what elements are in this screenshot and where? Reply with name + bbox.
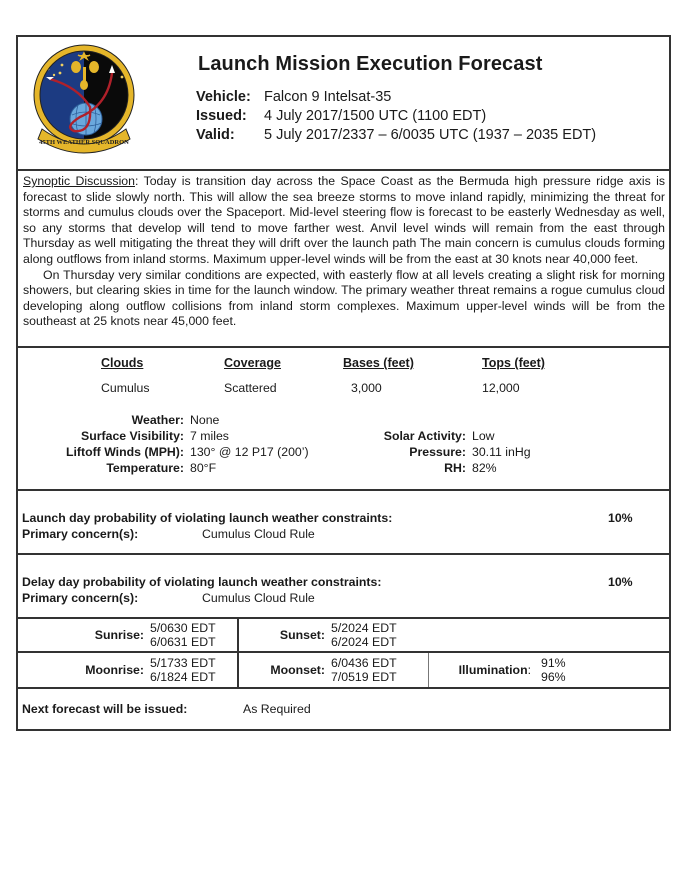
synoptic-text-1: : Today is transition day across the Space Coast as the Bermuda high pressure ridge axis is forecast to slide slowly north. This will allow the sea breeze storms to move inland rapidly, minimizing the threat for storms and cumulus clouds over the Spaceport. Mid-level steering flow is forecast to be easterly Wednesday as well, so any storms that develop will tend to move farther west. Anvil level winds will remain from the east through Thursday as well mitigating the threat they will drift over the launch path The main concern is cumulus clouds forming along outflows from inland storms. Maximum upper-level winds will be from the east at 30 knots near 40,000 feet. (23, 174, 665, 266)
coverage-header: Coverage (224, 356, 281, 370)
emblem-text: 45TH WEATHER SQUADRON (39, 139, 129, 146)
launch-day-concern (22, 527, 315, 541)
valid-value: 5 July 2017/2337 – 6/0035 UTC (1937 – 2035 EDT) (264, 127, 597, 143)
coverage-cell: Scattered (224, 381, 277, 395)
issued-label: Issued: (196, 108, 247, 124)
valid-row (196, 126, 596, 145)
sunset-day1: 5/2024 EDT (331, 621, 397, 635)
launch-day-percent: 10% (608, 511, 633, 525)
synoptic-section (18, 171, 669, 348)
pressure-row (18, 444, 531, 460)
launch-day-section (18, 491, 669, 555)
illumination-cell (429, 653, 669, 687)
moonrise-day1: 5/1733 EDT (150, 656, 216, 670)
illumination-label (429, 663, 531, 677)
moonrise-cell (18, 653, 239, 687)
delay-day-concern-value: Cumulus Cloud Rule (202, 591, 315, 605)
sunrise-values (144, 621, 237, 649)
empty-cell (429, 619, 669, 651)
rh-label: RH: (444, 461, 466, 475)
moonrise-day2: 6/1824 EDT (150, 670, 216, 684)
sunrise-day1: 5/0630 EDT (150, 621, 216, 635)
temperature-label: Temperature: (106, 461, 184, 475)
tops-cell: 12,000 (482, 381, 520, 395)
rh-row (18, 460, 531, 476)
delay-day-percent: 10% (608, 575, 633, 589)
next-forecast-section (18, 689, 669, 729)
illumination-day2: 96% (541, 670, 566, 684)
sunset-values (325, 621, 397, 649)
vehicle-label: Vehicle: (196, 89, 251, 105)
visibility-value: 7 miles (190, 429, 229, 443)
weather-value: None (190, 413, 220, 427)
sunset-day2: 6/2024 EDT (331, 635, 397, 649)
forecast-document (16, 35, 671, 731)
sunrise-cell (18, 619, 239, 651)
delay-day-section (18, 555, 669, 619)
tops-header: Tops (feet) (482, 356, 545, 370)
bases-header: Bases (feet) (343, 356, 414, 370)
weather-section (18, 348, 669, 491)
visibility-label: Surface Visibility: (81, 429, 184, 443)
astronomy-section (18, 619, 669, 689)
next-forecast-label: Next forecast will be issued: (22, 702, 188, 716)
weather-right-list (18, 428, 531, 476)
next-forecast-value: As Required (243, 702, 311, 716)
bases-cell: 3,000 (351, 381, 382, 395)
moonrise-label: Moonrise: (85, 663, 144, 677)
delay-day-concern-label: Primary concern(s): (22, 591, 139, 605)
vehicle-value: Falcon 9 Intelsat-35 (264, 89, 392, 105)
delay-day-label: Delay day probability of violating launch weather constraints: (22, 575, 382, 589)
mission-meta (196, 88, 596, 145)
synoptic-label: Synoptic Discussion (23, 174, 135, 188)
pressure-label: Pressure: (409, 445, 466, 459)
cloud-type-cell: Cumulus (101, 381, 150, 395)
weather-row (18, 412, 309, 428)
moonset-values (325, 656, 397, 684)
liftoff-winds-label: Liftoff Winds (MPH): (65, 445, 184, 459)
moonset-day2: 7/0519 EDT (331, 670, 397, 684)
temperature-value: 80°F (190, 461, 217, 475)
sun-row (18, 619, 669, 653)
sunrise-day2: 6/0631 EDT (150, 635, 216, 649)
squadron-emblem-icon (28, 43, 140, 155)
solar-activity-value: Low (472, 429, 495, 443)
valid-label: Valid: (196, 127, 235, 143)
moonrise-values (144, 656, 237, 684)
sunset-label: Sunset: (279, 628, 325, 642)
issued-value: 4 July 2017/1500 UTC (1100 EDT) (264, 108, 487, 124)
sunrise-label: Sunrise: (94, 628, 144, 642)
synoptic-paragraph-2: On Thursday very similar conditions are expected, with easterly flow at all levels creating a slight risk for morning showers, but clearing skies in time for the launch window. The primary weather threat remains a rogue cumulus cloud developing along outflow collisions from inland storm complexes. Maximum upper-level winds will be from the southeast at 25 knots near 45,000 feet. (23, 267, 665, 329)
pressure-value: 30.11 inHg (472, 445, 531, 459)
launch-day-label: Launch day probability of violating launch weather constraints: (22, 511, 393, 525)
weather-label: Weather: (131, 413, 184, 427)
liftoff-winds-value: 130° @ 12 P17 (200’) (190, 445, 309, 459)
moon-row (18, 653, 669, 687)
illumination-colon: : (527, 663, 531, 677)
synoptic-paragraph-1 (23, 174, 665, 268)
clouds-header: Clouds (101, 356, 144, 370)
solar-activity-label: Solar Activity: (383, 429, 466, 443)
moonset-cell (239, 653, 429, 687)
header-section (18, 37, 669, 171)
delay-day-concern (22, 591, 315, 605)
launch-day-concern-value: Cumulus Cloud Rule (202, 527, 315, 541)
rh-value: 82% (472, 461, 497, 475)
sunset-cell (239, 619, 429, 651)
illumination-label-text: Illumination (458, 663, 528, 677)
issued-row (196, 107, 596, 126)
solar-activity-row (18, 428, 531, 444)
illumination-values (531, 656, 566, 684)
moonset-day1: 6/0436 EDT (331, 656, 397, 670)
vehicle-row (196, 88, 596, 107)
illumination-day1: 91% (541, 656, 566, 670)
moonset-label: Moonset: (270, 663, 325, 677)
launch-day-concern-label: Primary concern(s): (22, 527, 139, 541)
page-title: Launch Mission Execution Forecast (198, 53, 543, 75)
